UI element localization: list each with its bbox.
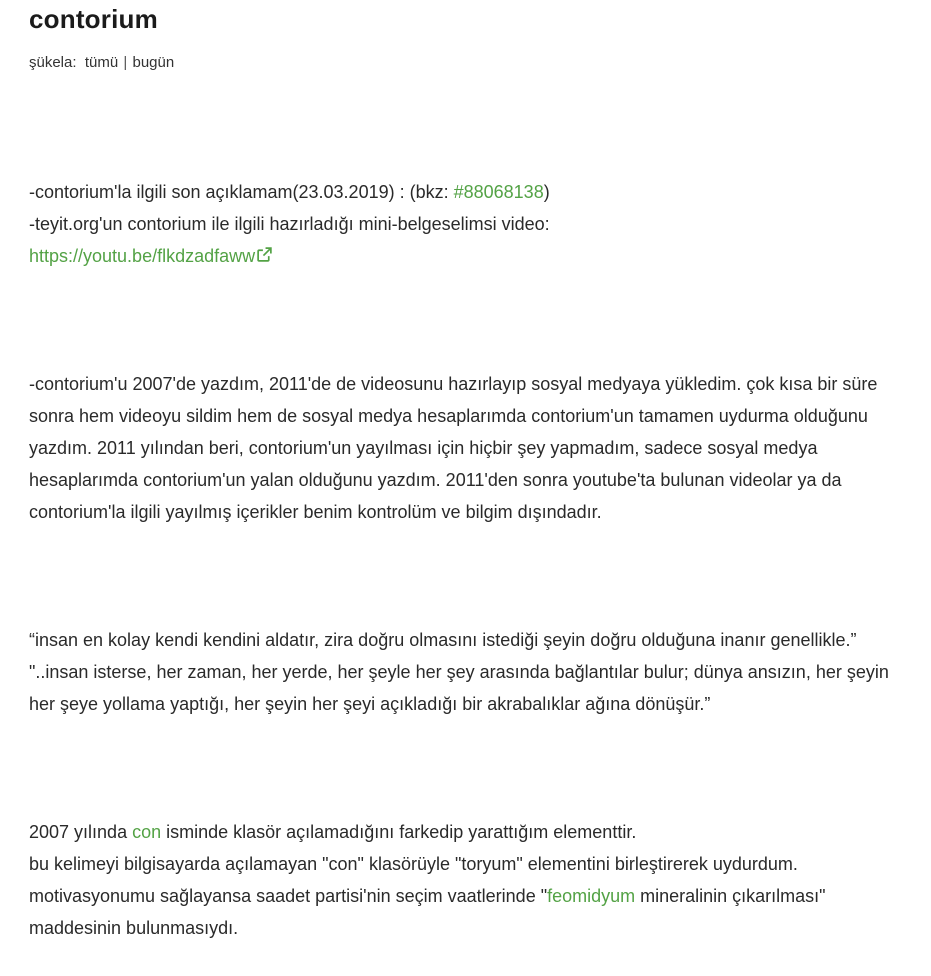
entry-text: isminde klasör açılamadığını farkedip yarattığım elementtir. <box>161 822 637 842</box>
entry-paragraph-quotes <box>29 624 909 720</box>
entry-text: -teyit.org'un contorium ile ilgili hazırladığı mini-belgeselimsi video: <box>29 214 550 234</box>
sukela-filter <box>29 53 931 73</box>
entry-text: -contorium'la ilgili son açıklamam(23.03.2019) : (bkz: <box>29 182 454 202</box>
bkz-con-link[interactable]: con <box>132 822 162 842</box>
entry-text: mineralinin çıkarılması" maddesinin bulunmasıydı. <box>29 886 826 938</box>
entry-text: ) <box>543 182 550 202</box>
topic-title[interactable]: contorium <box>29 4 158 34</box>
external-link-icon <box>256 246 273 263</box>
entry-text: motivasyonumu sağlayansa saadet partisi'nin seçim vaatlerinde " <box>29 886 548 906</box>
entry-paragraph-links <box>29 176 909 272</box>
youtube-external-link[interactable] <box>29 246 273 266</box>
quote-one: “insan en kolay kendi kendini aldatır, zira doğru olmasını istediği şeyin doğru olduğuna inanır genellikle.” <box>29 630 857 650</box>
entry-content <box>29 144 909 976</box>
entry-text: bu kelimeyi bilgisayarda açılamayan "con" klasörüyle "toryum" elementini birleştirerek uydurdum. <box>29 854 798 874</box>
bkz-entry-link[interactable]: #88068138 <box>453 182 544 202</box>
bkz-feomidyum-link[interactable]: feomidyum <box>547 886 636 906</box>
youtube-url[interactable]: https://youtu.be/flkdzadfaww <box>29 246 256 266</box>
entry-text: 2007 yılında <box>29 822 133 842</box>
sukela-label: şükela: <box>29 54 77 71</box>
sukela-all-link[interactable]: tümü <box>84 54 119 71</box>
entry-paragraph-origin <box>29 816 909 944</box>
entry-paragraph-statement: -contorium'u 2007'de yazdım, 2011'de de videosunu hazırlayıp sosyal medyaya yükledim. çok kısa bir süre sonra hem videoyu sildim hem de sosyal medya hesaplarımda contorium'un tamamen uydurma olduğunu yazdım. 2011 yılından beri, contorium'un yayılması için hiçbir şey yapmadım, sadece sosyal medya hesaplarımda contorium'un yalan olduğunu yazdım. 2011'den sonra youtube'ta bulunan videolar ya da contorium'la ilgili yayılmış içerikler benim kontrolüm ve bilgim dışındadır. <box>29 374 878 522</box>
quote-two: "..insan isterse, her zaman, her yerde, her şeyle her şey arasında bağlantılar bulur; dünya ansızın, her şeyin her şeye yollama yaptığı, her şeyin her şeyi açıkladığı bir akrabalıklar ağına dönüşür.” <box>29 662 889 714</box>
sukela-today-link[interactable]: bugün <box>132 54 175 71</box>
sukela-separator: | <box>123 54 128 71</box>
